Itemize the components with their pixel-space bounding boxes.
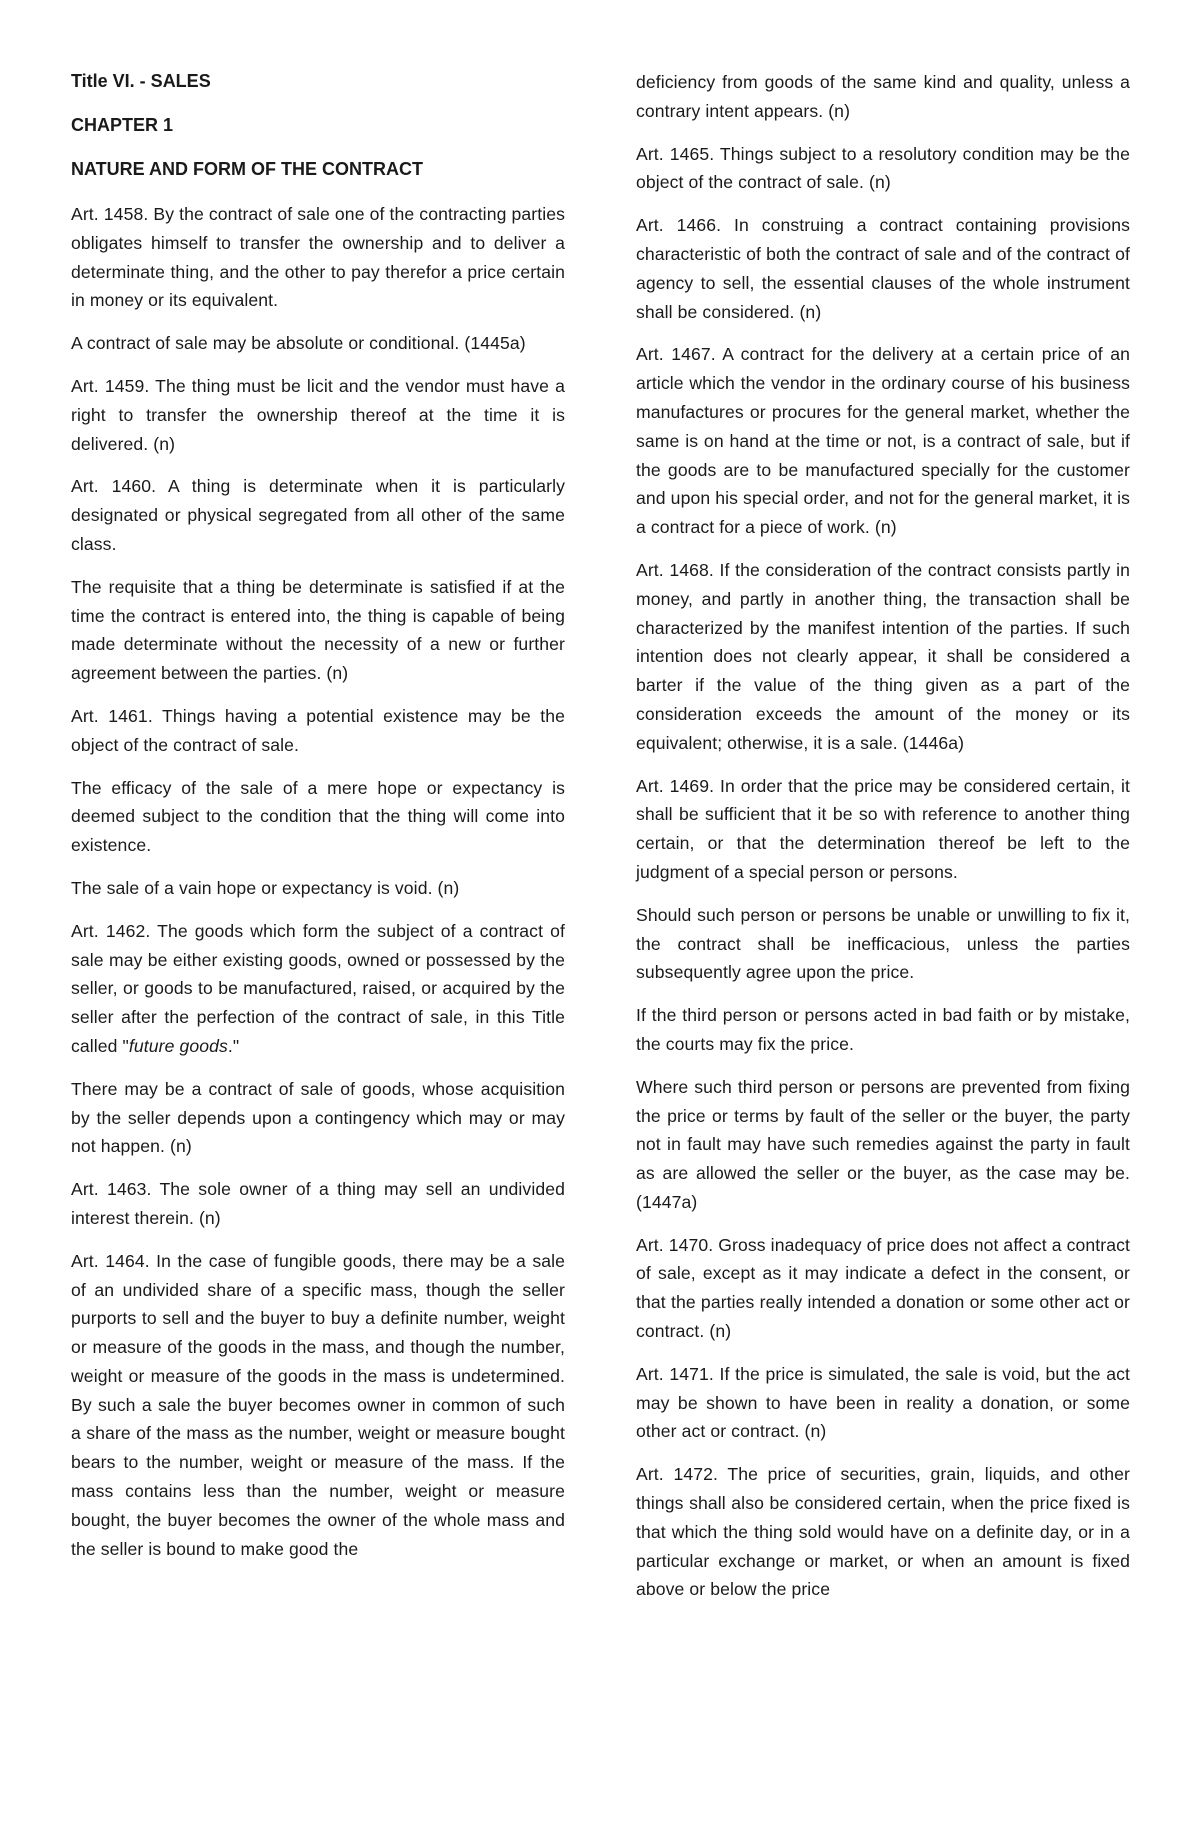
art-1467-paragraph: Art. 1467. A contract for the delivery at a certain price of an article which the vendor in the ordinary course of his business manufactures or procures for the general market, whether the same is on hand at the time or not, is a contract of sale, but if the goods are to be manufactured specially for the customer and upon his special order, and not for the general market, it is a contract for a piece of work. (n) [636,344,1130,538]
art-1464-continuation: deficiency from goods of the same kind and quality, unless a contrary intent appears. (n) [636,72,1130,121]
art-1458-paragraph-2: A contract of sale may be absolute or conditional. (1445a) [71,333,526,354]
art-1459-paragraph: Art. 1459. The thing must be licit and the vendor must have a right to transfer the ownership thereof at the time it is delivered. (n) [71,375,565,454]
art-1470-paragraph: Art. 1470. Gross inadequacy of price does not affect a contract of sale, except as it may indicate a defect in the consent, or that the parties really intended a donation or some other act or contract. (n) [636,1234,1130,1342]
art-1461-paragraph: Art. 1461. Things having a potential existence may be the object of the contract of sale. [71,705,565,755]
art-1466-paragraph: Art. 1466. In construing a contract containing provisions characteristic of both the contract of sale and of the contract of agency to sell, the essential clauses of the whole instrument shall be considered. (n) [636,215,1130,322]
left-column [71,68,565,1577]
art-1462-paragraph-2: There may be a contract of sale of goods, whose acquisition by the seller depends upon a contingency which may or may not happen. (n) [71,1078,565,1157]
art-1469-paragraph: Art. 1469. In order that the price may be considered certain, it shall be sufficient that it be so with reference to another thing certain, or that the determination thereof be left to the judgment of a special person or persons. [636,775,1130,882]
art-1462-paragraph [71,917,565,1061]
art-1461-paragraph-3: The sale of a vain hope or expectancy is void. (n) [71,877,460,898]
section-heading: NATURE AND FORM OF THE CONTRACT [71,159,423,179]
art-1460-paragraph: Art. 1460. A thing is determinate when it is particularly designated or physical segregated from all other of the same class. [71,476,565,554]
art-1465-paragraph: Art. 1465. Things subject to a resolutory condition may be the object of the contract of sale. (n) [636,143,1130,193]
art-1469-paragraph-3: If the third person or persons acted in bad faith or by mistake, the courts may fix the price. [636,1005,1130,1054]
right-column [636,68,1130,1618]
art-1469-paragraph-4: Where such third person or persons are prevented from fixing the price or terms by fault of the seller or the buyer, the party not in fault may have such remedies against the party in fault as are allowed the seller or the buyer, as the case may be. (1447a) [636,1076,1130,1212]
art-1462-text: Art. 1462. The goods which form the subject of a contract of sale may be either existing goods, owned or possessed by the seller, or goods to be manufactured, raised, or acquired by the seller after the perfection of the contract of sale, in this Title called " [71,920,565,1056]
art-1463-paragraph: Art. 1463. The sole owner of a thing may sell an undivided interest therein. (n) [71,1179,565,1228]
art-1460-paragraph-2: The requisite that a thing be determinate is satisfied if at the time the contract is entered into, the thing is capable of being made determinate without the necessity of a new or further agreement between the parties. (n) [71,576,565,684]
title-heading: Title VI. - SALES [71,71,211,91]
art-1462-text-end: ." [227,1035,240,1056]
art-1469-paragraph-2: Should such person or persons be unable or unwilling to fix it, the contract shall be inefficacious, unless the parties subsequently agree upon the price. [636,904,1130,983]
art-1458-paragraph: Art. 1458. By the contract of sale one of the contracting parties obligates himself to transfer the ownership and to deliver a determinate thing, and the other to pay therefor a price certain in money or its equivalent. [71,204,565,311]
art-1471-paragraph: Art. 1471. If the price is simulated, the sale is void, but the act may be shown to have been in reality a donation, or some other act or contract. (n) [636,1363,1130,1442]
future-goods-term: future goods [128,1035,228,1056]
art-1464-paragraph: Art. 1464. In the case of fungible goods, there may be a sale of an undivided share of a specific mass, though the seller purports to sell and the buyer to buy a definite number, weight or measure of the goods in the mass, and though the number, weight or measure of the goods in the mass is undetermined. By such a sale the buyer becomes owner in common of such a share of the mass as the number, weight or measure bought bears to the number, weight or measure of the mass. If the mass contains less than the number, weight or measure bought, the buyer becomes the owner of the whole mass and the seller is bound to make good the [71,1250,565,1559]
art-1472-paragraph: Art. 1472. The price of securities, grain, liquids, and other things shall also be considered certain, when the price fixed is that which the thing sold would have on a definite day, or in a particular exchange or market, or when an amount is fixed above or below the price [636,1464,1130,1600]
art-1461-paragraph-2: The efficacy of the sale of a mere hope or expectancy is deemed subject to the condition that the thing will come into existence. [71,777,565,856]
chapter-heading: CHAPTER 1 [71,115,174,135]
art-1468-paragraph: Art. 1468. If the consideration of the contract consists partly in money, and partly in another thing, the transaction shall be characterized by the manifest intention of the parties. If such intention does not clearly appear, it shall be considered a barter if the value of the thing given as a part of the consideration exceeds the amount of the money or its equivalent; otherwise, it is a sale. (1446a) [636,559,1130,753]
